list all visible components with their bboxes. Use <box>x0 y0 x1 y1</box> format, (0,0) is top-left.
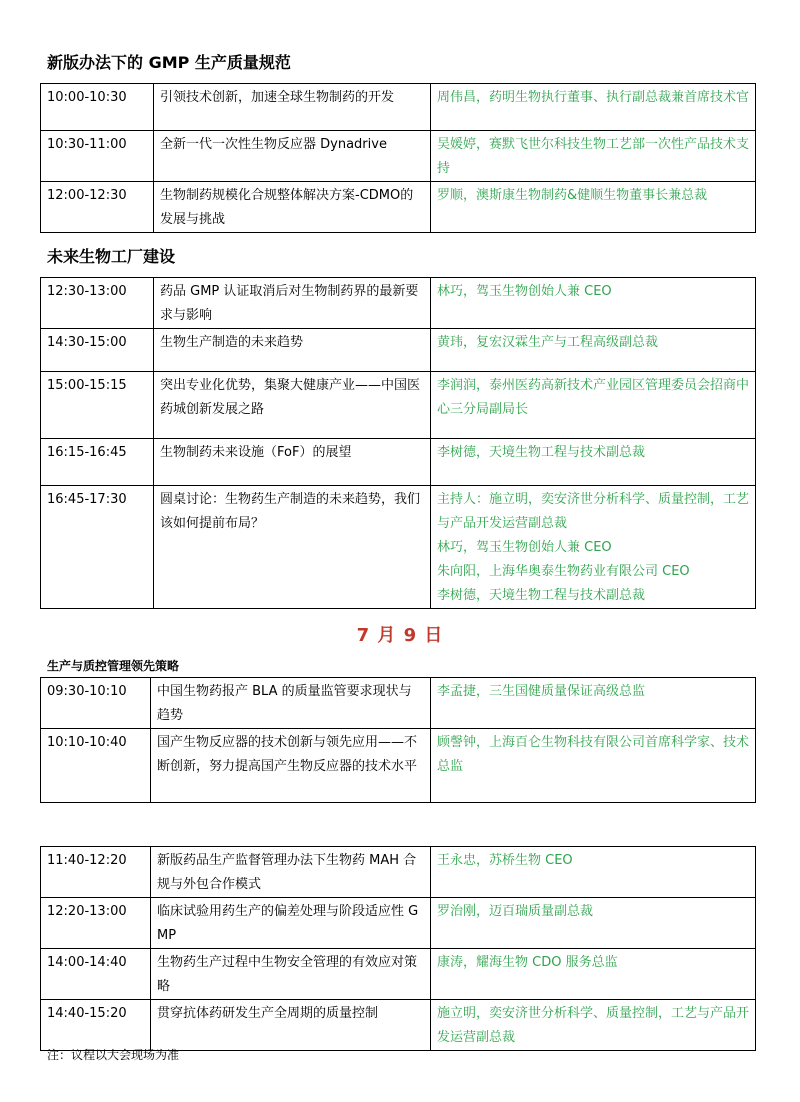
topic-cell: 贯穿抗体药研发生产全周期的质量控制 <box>151 1000 431 1051</box>
speaker-line: 林巧，驾玉生物创始人兼 CEO <box>437 540 612 555</box>
topic-cell: 生物制药未来设施（FoF）的展望 <box>154 439 431 486</box>
topic-cell: 引领技术创新，加速全球生物制药的开发 <box>154 84 431 131</box>
time-cell: 14:00-14:40 <box>41 949 151 1000</box>
table-row <box>41 678 756 729</box>
time-cell: 14:40-15:20 <box>41 1000 151 1051</box>
table-row <box>41 372 756 439</box>
speaker-cell: 黄玮，复宏汉霖生产与工程高级副总裁 <box>431 329 756 372</box>
topic-cell: 圆桌讨论：生物药生产制造的未来趋势，我们该如何提前布局？ <box>154 486 431 609</box>
table-row <box>41 278 756 329</box>
topic-cell: 生物生产制造的未来趋势 <box>154 329 431 372</box>
speaker-cell: 罗治刚，迈百瑞质量副总裁 <box>431 898 756 949</box>
speaker-line: 李树德，天境生物工程与技术副总裁 <box>437 588 646 603</box>
speaker-cell: 李树德，天境生物工程与技术副总裁 <box>431 439 756 486</box>
time-cell: 12:00-12:30 <box>41 182 154 233</box>
section-title-quality-strategy: 生产与质控管理领先策略 <box>47 659 180 673</box>
time-cell: 12:20-13:00 <box>41 898 151 949</box>
topic-cell: 突出专业化优势，集聚大健康产业——中国医药城创新发展之路 <box>154 372 431 439</box>
speaker-line: 朱向阳，上海华奥泰生物药业有限公司 CEO <box>437 564 690 579</box>
speaker-cell: 林巧，驾玉生物创始人兼 CEO <box>431 278 756 329</box>
table-row <box>41 329 756 372</box>
agenda-table-future-factory <box>40 277 756 609</box>
speaker-cell: 李孟捷，三生国健质量保证高级总监 <box>431 678 756 729</box>
time-cell: 14:30-15:00 <box>41 329 154 372</box>
section-title-gmp: 新版办法下的 GMP 生产质量规范 <box>47 53 291 72</box>
time-cell: 10:10-10:40 <box>41 729 151 803</box>
table-row <box>41 439 756 486</box>
time-cell: 12:30-13:00 <box>41 278 154 329</box>
speaker-cell: 顾謦钟，上海百仑生物科技有限公司首席科学家、技术总监 <box>431 729 756 803</box>
time-cell: 16:15-16:45 <box>41 439 154 486</box>
table-row <box>41 729 756 803</box>
speaker-cell: 施立明，奕安济世分析科学、质量控制，工艺与产品开发运营副总裁 <box>431 1000 756 1051</box>
time-cell: 10:00-10:30 <box>41 84 154 131</box>
section-title-future-factory: 未来生物工厂建设 <box>47 247 176 266</box>
table-row <box>41 898 756 949</box>
topic-cell: 全新一代一次性生物反应器 Dynadrive <box>154 131 431 182</box>
speaker-cell: 罗顺，澳斯康生物制药&健顺生物董事长兼总裁 <box>431 182 756 233</box>
speaker-cell: 王永忠，苏桥生物 CEO <box>431 847 756 898</box>
time-cell: 10:30-11:00 <box>41 131 154 182</box>
topic-cell: 中国生物药报产 BLA 的质量监管要求现状与趋势 <box>151 678 431 729</box>
agenda-table-quality-strategy <box>40 677 756 803</box>
speaker-line: 主持人：施立明，奕安济世分析科学、质量控制，工艺与产品开发运营副总裁 <box>437 492 750 531</box>
speaker-cell: 周伟昌，药明生物执行董事、执行副总裁兼首席技术官 <box>431 84 756 131</box>
topic-cell: 新版药品生产监督管理办法下生物药 MAH 合规与外包合作模式 <box>151 847 431 898</box>
time-cell: 09:30-10:10 <box>41 678 151 729</box>
time-cell: 15:00-15:15 <box>41 372 154 439</box>
date-heading: 7 月 9 日 <box>356 625 444 646</box>
table-row <box>41 1000 756 1051</box>
time-cell: 16:45-17:30 <box>41 486 154 609</box>
table-row <box>41 84 756 131</box>
speaker-cell: 吴媛婷，赛默飞世尔科技生物工艺部一次性产品技术支持 <box>431 131 756 182</box>
table-row <box>41 847 756 898</box>
topic-cell: 国产生物反应器的技术创新与领先应用——不断创新，努力提高国产生物反应器的技术水平 <box>151 729 431 803</box>
speaker-cell <box>431 486 756 609</box>
table-row <box>41 131 756 182</box>
topic-cell: 药品 GMP 认证取消后对生物制药界的最新要求与影响 <box>154 278 431 329</box>
table-row <box>41 949 756 1000</box>
topic-cell: 临床试验用药生产的偏差处理与阶段适应性 GMP <box>151 898 431 949</box>
table-row <box>41 486 756 609</box>
agenda-table-gmp <box>40 83 756 233</box>
speaker-cell: 康涛，耀海生物 CDO 服务总监 <box>431 949 756 1000</box>
topic-cell: 生物药生产过程中生物安全管理的有效应对策略 <box>151 949 431 1000</box>
footer-note: 注：议程以大会现场为准 <box>47 1048 180 1062</box>
topic-cell: 生物制药规模化合规整体解决方案-CDMO的发展与挑战 <box>154 182 431 233</box>
table-row <box>41 182 756 233</box>
time-cell: 11:40-12:20 <box>41 847 151 898</box>
agenda-table-afternoon <box>40 846 756 1051</box>
speaker-cell: 李润润，泰州医药高新技术产业园区管理委员会招商中心三分局副局长 <box>431 372 756 439</box>
